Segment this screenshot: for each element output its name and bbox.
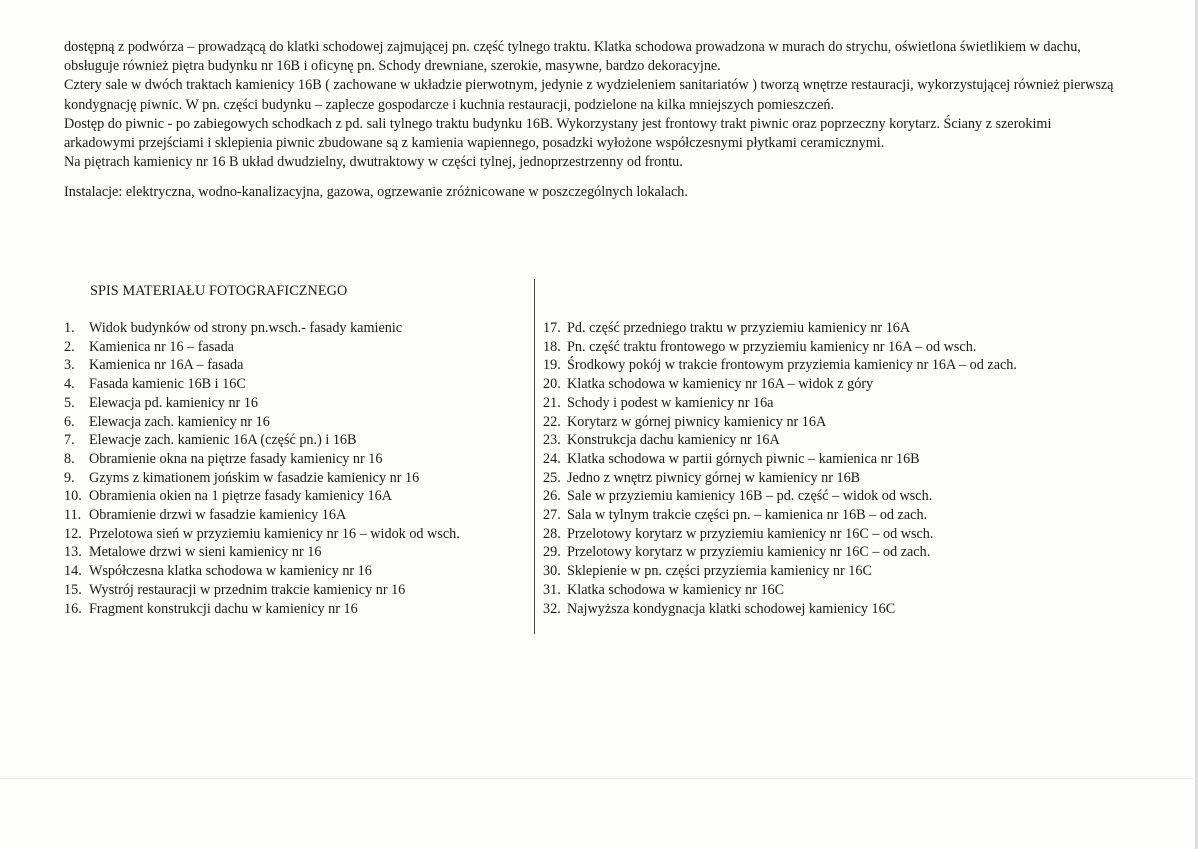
photo-list-item: [64, 525, 460, 544]
photo-list-item-text: Fasada kamienic 16B i 16C: [89, 376, 246, 393]
photo-list-item-text: Obramienie drzwi w fasadzie kamienicy 16A: [89, 507, 347, 524]
photo-list-item: [64, 469, 460, 488]
photo-list-item: [543, 319, 1017, 338]
photo-list-item-text: Wystrój restauracji w przednim trakcie kamienicy nr 16: [89, 581, 406, 598]
photo-list-item-number: 16.: [64, 600, 82, 617]
photo-list-item-number: 12.: [64, 525, 82, 542]
photo-list-item-number: 19.: [543, 357, 561, 374]
photo-list-item-number: 22.: [543, 413, 561, 430]
photo-list-item-text: Klatka schodowa w kamienicy nr 16A – widok z góry: [567, 376, 874, 393]
photo-list-item: [543, 525, 1017, 544]
photo-list-item-number: 29.: [543, 544, 561, 561]
photo-list-item: [543, 543, 1017, 562]
photo-list-item: [543, 431, 1017, 450]
column-divider: [534, 279, 535, 634]
photo-list-item-text: Klatka schodowa w kamienicy nr 16C: [567, 581, 785, 598]
photo-list-item-number: 10.: [64, 488, 82, 505]
photo-list-item-number: 28.: [543, 525, 561, 542]
photo-list-item-text: Pd. część przedniego traktu w przyziemiu kamienicy nr 16A: [567, 320, 911, 336]
photo-list-item: [64, 413, 460, 432]
photo-list-item-number: 5.: [64, 394, 75, 411]
description-text: [64, 38, 1124, 203]
photo-list-item-text: Współczesna klatka schodowa w kamienicy nr 16: [89, 563, 372, 580]
photo-list-item: [64, 394, 460, 413]
photo-list-item-text: Obramienie okna na piętrze fasady kamienicy nr 16: [89, 450, 383, 467]
photo-list-item-text: Klatka schodowa w partii górnych piwnic – kamienica nr 16B: [567, 450, 920, 467]
photo-list-item: [64, 581, 460, 600]
photo-list-item-text: Sala w tylnym trakcie części pn. – kamienica nr 16B – od zach.: [567, 507, 928, 524]
photo-list-item: [64, 356, 460, 375]
paragraph-installations: Instalacje: elektryczna, wodno-kanalizacyjna, gazowa, ogrzewanie zróżnicowane w poszczególnych lokalach.: [64, 184, 688, 201]
photo-list-item: [543, 413, 1017, 432]
photo-list-item-number: 9.: [64, 469, 75, 486]
photo-list-item-number: 24.: [543, 450, 561, 467]
photo-list-item-text: Widok budynków od strony pn.wsch.- fasady kamienic: [89, 320, 403, 336]
photo-list-item: [64, 487, 460, 506]
photo-list-item-text: Najwyższa kondygnacja klatki schodowej kamienicy 16C: [567, 600, 896, 617]
photo-list-item-text: Środkowy pokój w trakcie frontowym przyziemia kamienicy nr 16A – od zach.: [567, 357, 1017, 374]
photo-list-item: [543, 356, 1017, 375]
photo-list-item: [64, 506, 460, 525]
photo-list-item-number: 23.: [543, 432, 561, 449]
photo-list-item-number: 31.: [543, 581, 561, 598]
photo-list-item-number: 20.: [543, 376, 561, 393]
photo-list-item-number: 4.: [64, 376, 75, 393]
paragraph-staircase: dostępną z podwórza – prowadzącą do klatki schodowej zajmującej pn. część tylnego traktu. Klatka schodowa prowadzona w murach do strychu, oświetlona świetlikiem w dachu, obsługuje również piętra budynku nr 16B i oficynę pn. Schody drewniane, szerokie, masywne, bardzo dekoracyjne.: [64, 39, 1081, 75]
paragraph-cellar: Dostęp do piwnic - po zabiegowych schodkach z pd. sali tylnego traktu budynku 16B. Wykorzystany jest frontowy trakt piwnic oraz poprzeczny korytarz. Ściany z szerokimi arkadowymi przejściami i sklepienia piwnic zbudowane są z kamienia wapiennego, posadzki wyłożone współczesnymi płytkami ceramicznymi.: [64, 115, 1052, 152]
photo-list-item: [543, 562, 1017, 581]
photo-list-item-text: Elewacja pd. kamienicy nr 16: [89, 394, 259, 411]
photo-list-item-text: Elewacja zach. kamienicy nr 16: [89, 413, 270, 430]
photo-list-item-text: Kamienica nr 16A – fasada: [89, 357, 244, 374]
photo-list-item-text: Obramienia okien na 1 piętrze fasady kamienicy 16A: [89, 488, 392, 505]
photo-list-item: [64, 431, 460, 450]
photo-list-item: [64, 562, 460, 581]
photo-list-item-text: Pn. część traktu frontowego w przyziemiu kamienicy nr 16A – od wsch.: [567, 338, 977, 355]
photo-list-item-text: Przelotowa sień w przyziemiu kamienicy nr 16 – widok od wsch.: [89, 525, 460, 542]
photo-list-item: [543, 487, 1017, 506]
photo-list-item-text: Elewacje zach. kamienic 16A (część pn.) i 16B: [89, 432, 357, 449]
photo-list-item: [64, 319, 460, 338]
photo-list-item-text: Gzyms z kimationem jońskim w fasadzie kamienicy nr 16: [89, 469, 420, 486]
photo-list-item-number: 27.: [543, 507, 561, 524]
photo-list-item-text: Konstrukcja dachu kamienicy nr 16A: [567, 432, 780, 449]
paragraph-floors: Na piętrach kamienicy nr 16 B układ dwudzielny, dwutraktowy w części tylnej, jednoprzestrzenny od frontu.: [64, 154, 683, 171]
photo-list-item-number: 6.: [64, 413, 75, 430]
photo-list-item: [64, 338, 460, 357]
photo-list-right-column: [543, 319, 1017, 618]
photo-list-item-number: 26.: [543, 488, 561, 505]
photo-list-item-text: Sale w przyziemiu kamienicy 16B – pd. część – widok od wsch.: [567, 488, 933, 505]
photo-list-left-column: [64, 319, 460, 618]
photo-list-item: [64, 543, 460, 562]
photo-list-item-number: 15.: [64, 581, 82, 598]
photo-list-item: [543, 375, 1017, 394]
paragraph-restaurant: Cztery sale w dwóch traktach kamienicy 16B ( zachowane w układzie pierwotnym, jedynie z wydzieleniem sanitariatów ) tworzą wnętrze restauracji, wykorzystującej również pierwszą kondygnację piwnic. W pn. części budynku – zaplecze gospodarcze i kuchnia restauracji, podzielone na kilka mniejszych pomieszczeń.: [64, 77, 1114, 113]
photo-list-item-number: 11.: [64, 507, 82, 524]
photo-list-item-number: 21.: [543, 394, 561, 411]
photo-list-item-text: Przelotowy korytarz w przyziemiu kamienicy nr 16C – od wsch.: [567, 525, 934, 542]
photo-list-item-text: Korytarz w górnej piwnicy kamienicy nr 16A: [567, 413, 827, 430]
photo-list-item: [543, 394, 1017, 413]
photo-list-item-text: Jedno z wnętrz piwnicy górnej w kamienicy nr 16B: [567, 469, 861, 486]
photo-list-item-number: 13.: [64, 544, 82, 561]
photo-list-item-number: 17.: [543, 320, 561, 336]
photo-list-item: [543, 581, 1017, 600]
photo-list-item: [543, 338, 1017, 357]
photo-list-item-number: 8.: [64, 450, 75, 467]
photo-list-item: [64, 600, 460, 619]
photo-list-item-text: Sklepienie w pn. części przyziemia kamienicy nr 16C: [567, 563, 872, 580]
photo-list-item-number: 25.: [543, 469, 561, 486]
photo-list-item-number: 7.: [64, 432, 75, 449]
photo-list-heading: SPIS MATERIAŁU FOTOGRAFICZNEGO: [90, 283, 348, 299]
photo-list-item: [543, 469, 1017, 488]
photo-list-item: [543, 600, 1017, 619]
photo-list-item-number: 30.: [543, 563, 561, 580]
scan-artifact-line: [0, 778, 1198, 779]
photo-list-item-number: 14.: [64, 563, 82, 580]
photo-list-item: [64, 450, 460, 469]
photo-list-item-text: Kamienica nr 16 – fasada: [89, 338, 234, 355]
photo-list-item: [64, 375, 460, 394]
photo-list-item-text: Przelotowy korytarz w przyziemiu kamienicy nr 16C – od zach.: [567, 544, 931, 561]
photo-list-item-number: 2.: [64, 338, 75, 355]
photo-list-item: [543, 450, 1017, 469]
photo-list-item-number: 18.: [543, 338, 561, 355]
photo-list-item-number: 1.: [64, 320, 75, 336]
photo-list-item-number: 3.: [64, 357, 75, 374]
photo-list-item-text: Metalowe drzwi w sieni kamienicy nr 16: [89, 544, 322, 561]
photo-list-item-number: 32.: [543, 600, 561, 617]
photo-list-item-text: Schody i podest w kamienicy nr 16a: [567, 394, 774, 411]
photo-list-item-text: Fragment konstrukcji dachu w kamienicy nr 16: [89, 600, 358, 617]
photo-list-item: [543, 506, 1017, 525]
